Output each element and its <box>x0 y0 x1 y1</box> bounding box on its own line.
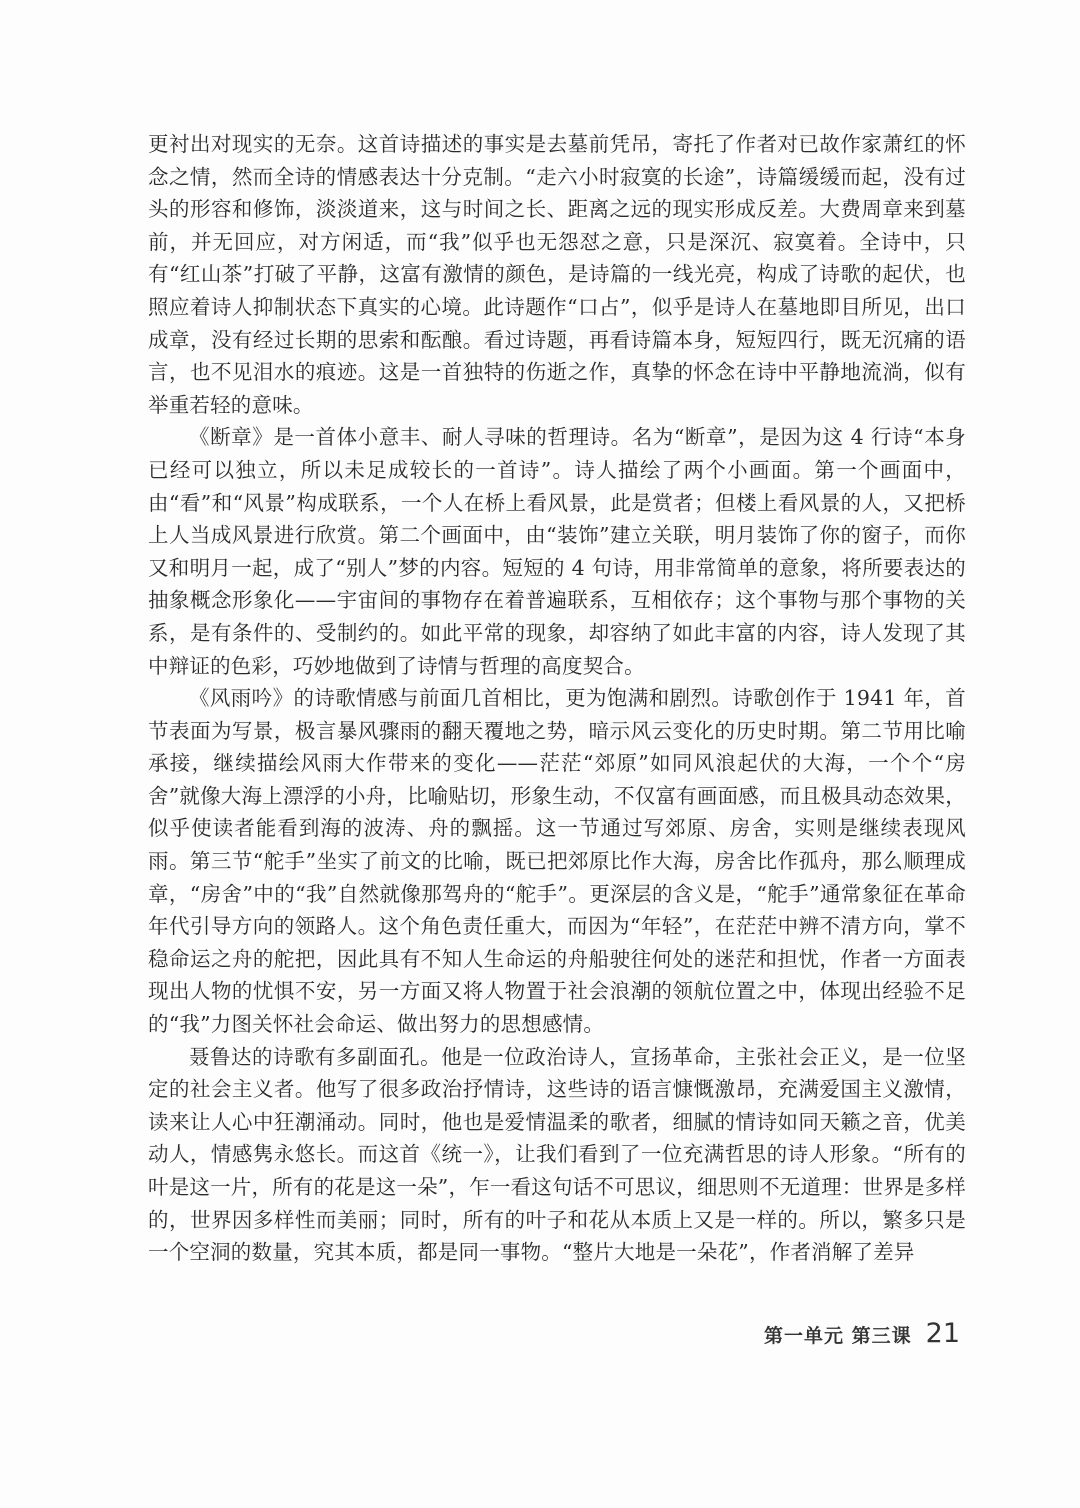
page-footer <box>764 1318 960 1349</box>
body-text <box>148 128 966 1269</box>
paragraph-neruda: 聂鲁达的诗歌有多副面孔。他是一位政治诗人，宣扬革命，主张社会正义，是一位坚定的社会主义者。他写了很多政治抒情诗，这些诗的语言慷慨激昂，充满爱国主义激情，读来让人心中狂潮涌动。同时，他也是爱情温柔的歌者，细腻的情诗如同天籁之音，优美动人，情感隽永悠长。而这首《统一》，让我们看到了一位充满哲思的诗人形象。“所有的叶是这一片，所有的花是这一朵”，乍一看这句话不可思议，细思则不无道理：世界是多样的，世界因多样性而美丽；同时，所有的叶子和花从本质上又是一样的。所以，繁多只是一个空洞的数量，究其本质，都是同一事物。“整片大地是一朵花”，作者消解了差异 <box>148 1044 966 1265</box>
page-number: 21 <box>925 1318 960 1349</box>
paragraph-fengyuyin: 《风雨吟》的诗歌情感与前面几首相比，更为饱满和剧烈。诗歌创作于 1941 年，首节表面为写景，极言暴风骤雨的翻天覆地之势，暗示风云变化的历史时期。第二节用比喻承接，继续描绘风雨大作带来的变化——茫茫“郊原”如同风浪起伏的大海，一个个“房舍”就像大海上漂浮的小舟，比喻贴切，形象生动，不仅富有画面感，而且极具动态效果，似乎使读者能看到海的波涛、舟的飘摇。这一节通过写郊原、房舍，实则是继续表现风雨。第三节“舵手”坐实了前文的比喻，既已把郊原比作大海，房舍比作孤舟，那么顺理成章，“房舍”中的“我”自然就像那驾舟的“舵手”。更深层的含义是，“舵手”通常象征在革命年代引导方向的领路人。这个角色责任重大，而因为“年轻”，在茫茫中辨不清方向，掌不稳命运之舟的舵把，因此具有不知人生命运的舟船驶往何处的迷茫和担忧，作者一方面表现出人物的忧惧不安，另一方面又将人物置于社会浪潮的领航位置之中，体现出经验不足的“我”力图关怀社会命运、做出努力的思想感情。 <box>148 686 966 1037</box>
paragraph-continued: 更衬出对现实的无奈。这首诗描述的事实是去墓前凭吊，寄托了作者对已故作家萧红的怀念之情，然而全诗的情感表达十分克制。“走六小时寂寞的长途”，诗篇缓缓而起，没有过头的形容和修饰，淡淡道来，这与时间之长、距离之远的现实形成反差。大费周章来到墓前，并无回应，对方闲适，而“我”似乎也无怨怼之意，只是深沉、寂寞着。全诗中，只有“红山茶”打破了平静，这富有激情的颜色，是诗篇的一线光亮，构成了诗歌的起伏，也照应着诗人抑制状态下真实的心境。此诗题作“口占”，似乎是诗人在墓地即目所见，出口成章，没有经过长期的思索和酝酿。看过诗题，再看诗篇本身，短短四行，既无沉痛的语言，也不见泪水的痕迹。这是一首独特的伤逝之作，真挚的怀念在诗中平静地流淌，似有举重若轻的意味。 <box>148 132 966 417</box>
paragraph-duanzhang: 《断章》是一首体小意丰、耐人寻味的哲理诗。名为“断章”，是因为这 4 行诗“本身已经可以独立，所以未足成较长的一首诗”。诗人描绘了两个小画面。第一个画面中，由“看”和“风景”构成联系，一个人在桥上看风景，此是赏者；但楼上看风景的人，又把桥上人当成风景进行欣赏。第二个画面中，由“装饰”建立关联，明月装饰了你的窗子，而你又和明月一起，成了“别人”梦的内容。短短的 4 句诗，用非常简单的意象，将所要表达的抽象概念形象化——宇宙间的事物存在着普遍联系，互相依存；这个事物与那个事物的关系，是有条件的、受制约的。如此平常的现象，却容纳了如此丰富的内容，诗人发现了其中辩证的色彩，巧妙地做到了诗情与哲理的高度契合。 <box>148 425 966 678</box>
section-label: 第一单元 第三课 <box>764 1325 912 1347</box>
